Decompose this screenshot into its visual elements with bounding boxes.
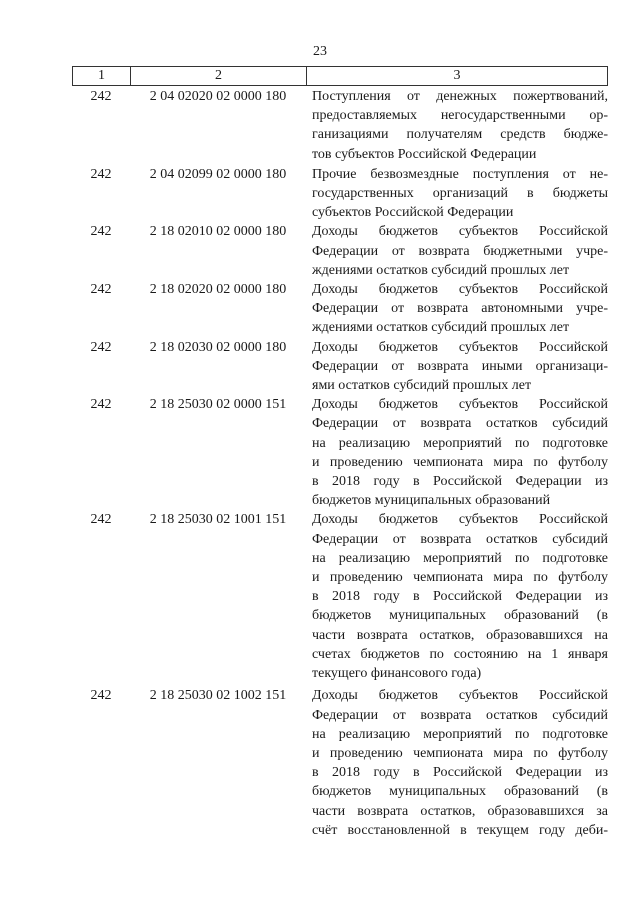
admin-code: 242 bbox=[90, 512, 112, 528]
table-row bbox=[72, 87, 608, 164]
description-line: и проведению чемпионата мира по футболу bbox=[312, 454, 608, 470]
budget-classification-code: 2 18 25030 02 0000 151 bbox=[149, 397, 287, 413]
description-line: ями остатков субсидий прошлых лет bbox=[312, 378, 532, 394]
description-line: бюджетов муниципальных образований (в bbox=[312, 784, 608, 800]
table-row bbox=[72, 222, 608, 280]
admin-code: 242 bbox=[90, 397, 112, 413]
description-line: на реализацию мероприятий по подготовке bbox=[312, 435, 608, 451]
budget-classification-code: 2 04 02099 02 0000 180 bbox=[149, 166, 287, 182]
description-line: части возврата остатков, образовавшихся за bbox=[312, 803, 608, 819]
header-col-2: 2 bbox=[131, 67, 307, 85]
revenue-description bbox=[306, 280, 608, 338]
table-row bbox=[72, 395, 608, 510]
revenue-description bbox=[306, 222, 608, 280]
page-number: 23 bbox=[313, 44, 327, 59]
description-line: ждениями остатков субсидий прошлых лет bbox=[312, 320, 570, 336]
description-line: Доходы бюджетов субъектов Российской bbox=[312, 282, 608, 298]
description-line: ганизациями получателям средств бюдже- bbox=[312, 127, 608, 143]
budget-classification-code: 2 18 02020 02 0000 180 bbox=[149, 282, 287, 298]
budget-classification-code: 2 04 02020 02 0000 180 bbox=[149, 89, 287, 104]
description-line: счёт восстановленной в текущем году деби- bbox=[312, 822, 608, 838]
revenue-description bbox=[306, 165, 608, 223]
description-line: счетах бюджетов по состоянию на 1 января bbox=[312, 646, 608, 662]
description-line: Доходы бюджетов субъектов Российской bbox=[312, 224, 608, 240]
admin-code: 242 bbox=[90, 166, 112, 182]
revenue-description bbox=[306, 686, 608, 840]
description-line: бюджетов муниципальных образований (в bbox=[312, 608, 608, 624]
description-line: Доходы бюджетов субъектов Российской bbox=[312, 339, 608, 355]
description-line: Доходы бюджетов субъектов Российской bbox=[312, 512, 608, 528]
description-line: Доходы бюджетов субъектов Российской bbox=[312, 688, 608, 704]
description-line: субъектов Российской Федерации bbox=[312, 205, 514, 221]
header-col-1: 1 bbox=[73, 67, 131, 85]
description-line: текущего финансового года) bbox=[312, 666, 482, 682]
description-line: Федерации от возврата остатков субсидий bbox=[312, 531, 608, 547]
description-line: Федерации от возврата бюджетными учре- bbox=[312, 243, 608, 259]
description-line: в 2018 году в Российской Федерации из bbox=[312, 765, 608, 781]
description-line: ждениями остатков субсидий прошлых лет bbox=[312, 262, 570, 278]
description-line: Прочие безвозмездные поступления от не- bbox=[312, 166, 608, 182]
revenue-description bbox=[306, 510, 608, 683]
table-header bbox=[72, 66, 608, 86]
description-line: тов субъектов Российской Федерации bbox=[312, 146, 537, 162]
admin-code: 242 bbox=[90, 89, 112, 104]
description-line: Доходы бюджетов субъектов Российской bbox=[312, 397, 608, 413]
description-line: Федерации от возврата остатков субсидий bbox=[312, 707, 608, 723]
header-col-3: 3 bbox=[453, 68, 461, 83]
table-row bbox=[72, 510, 608, 683]
budget-classification-code: 2 18 02010 02 0000 180 bbox=[149, 224, 287, 240]
admin-code: 242 bbox=[90, 224, 112, 240]
description-line: в 2018 году в Российской Федерации из bbox=[312, 589, 608, 605]
description-line: и проведению чемпионата мира по футболу bbox=[312, 570, 608, 586]
revenue-description bbox=[306, 87, 608, 164]
table-row bbox=[72, 280, 608, 338]
description-line: Федерации от возврата автономными учре- bbox=[312, 301, 608, 317]
revenue-description bbox=[306, 338, 608, 396]
admin-code: 242 bbox=[90, 339, 112, 355]
description-line: части возврата остатков, образовавшихся на bbox=[312, 627, 608, 643]
description-line: предоставляемых негосударственными ор- bbox=[312, 108, 608, 124]
budget-classification-code: 2 18 25030 02 1001 151 bbox=[149, 512, 287, 528]
budget-classification-code: 2 18 25030 02 1002 151 bbox=[149, 688, 287, 704]
budget-classification-code: 2 18 02030 02 0000 180 bbox=[149, 339, 287, 355]
description-line: и проведению чемпионата мира по футболу bbox=[312, 745, 608, 761]
admin-code: 242 bbox=[90, 688, 112, 704]
table-row bbox=[72, 338, 608, 396]
admin-code: 242 bbox=[90, 282, 112, 298]
table-row bbox=[72, 686, 608, 840]
description-line: Федерации от возврата остатков субсидий bbox=[312, 416, 608, 432]
description-line: бюджетов муниципальных образований bbox=[312, 493, 551, 509]
table-row bbox=[72, 165, 608, 223]
table-body bbox=[72, 87, 608, 840]
description-line: на реализацию мероприятий по подготовке bbox=[312, 550, 608, 566]
description-line: в 2018 году в Российской Федерации из bbox=[312, 474, 608, 490]
description-line: на реализацию мероприятий по подготовке bbox=[312, 726, 608, 742]
description-line: государственных организаций в бюджеты bbox=[312, 186, 608, 202]
description-line: Поступления от денежных пожертвований, bbox=[312, 89, 608, 104]
description-line: Федерации от возврата иными организаци- bbox=[312, 358, 608, 374]
revenue-description bbox=[306, 395, 608, 510]
